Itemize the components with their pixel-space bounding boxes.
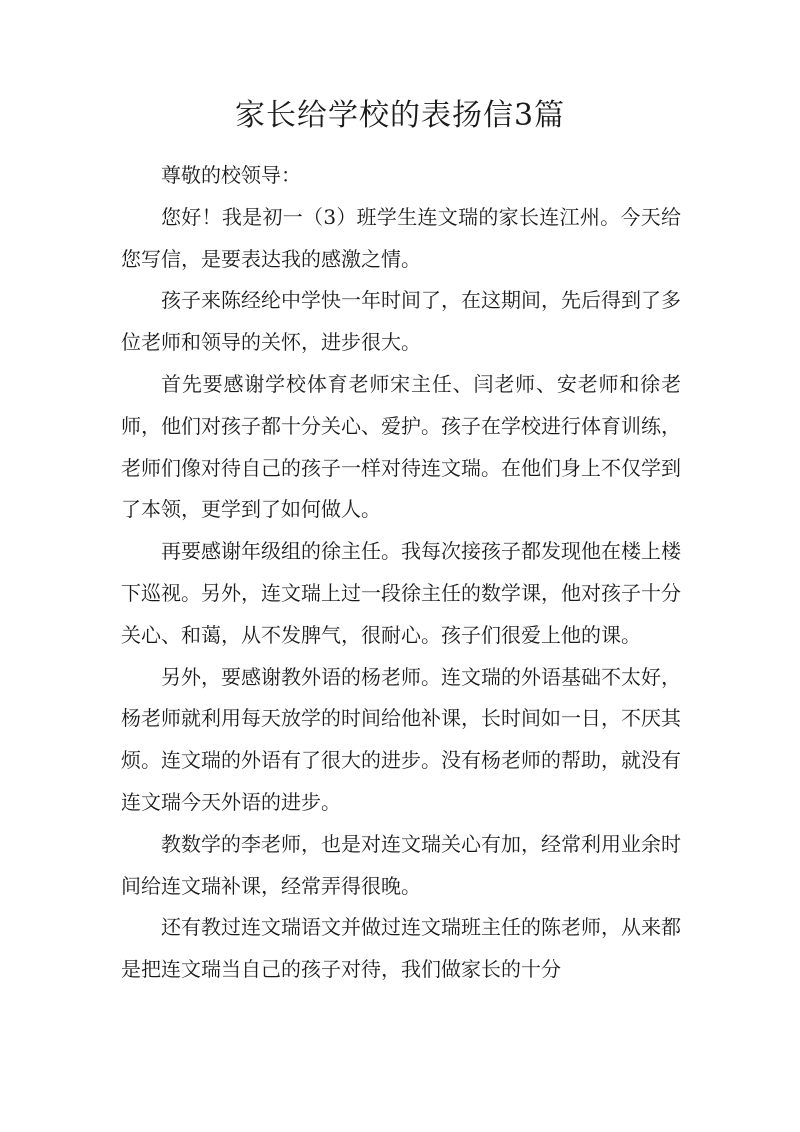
paragraph-greeting: 您好！我是初一（3）班学生连文瑞的家长连江州。今天给您写信，是要表达我的感激之情。 xyxy=(121,204,681,271)
paragraph-chinese-teacher: 还有教过连文瑞语文并做过连文瑞班主任的陈老师，从来都是把连文瑞当自己的孩子对待，我们做家长的十分 xyxy=(121,915,681,982)
salutation: 尊敬的校领导： xyxy=(161,163,301,187)
paragraph-english-teacher: 另外，要感谢教外语的杨老师。连文瑞的外语基础不太好，杨老师就利用每天放学的时间给他补课，长时间如一日，不厌其烦。连文瑞的外语有了很大的进步。没有杨老师的帮助，就没有连文瑞今天外语的进步。 xyxy=(121,664,681,814)
paragraph-pe-teachers: 首先要感谢学校体育老师宋主任、闫老师、安老师和徐老师，他们对孩子都十分关心、爱护。孩子在学校进行体育训练，老师们像对待自己的孩子一样对待连文瑞。在他们身上不仅学到了本领，更学到了如何做人。 xyxy=(121,371,681,522)
paragraph-intro: 孩子来陈经纶中学快一年时间了，在这期间，先后得到了多位老师和领导的关怀，进步很大。 xyxy=(121,288,681,355)
paragraph-grade-director: 再要感谢年级组的徐主任。我每次接孩子都发现他在楼上楼下巡视。另外，连文瑞上过一段徐主任的数学课，他对孩子十分关心、和蔼，从不发脾气，很耐心。孩子们很爱上他的课。 xyxy=(121,539,681,647)
document-title: 家长给学校的表扬信3篇 xyxy=(234,98,566,133)
paragraph-math-teacher: 教数学的李老师，也是对连文瑞关心有加，经常利用业余时间给连文瑞补课，经常弄得很晚。 xyxy=(121,831,681,898)
letter-body xyxy=(121,155,681,991)
